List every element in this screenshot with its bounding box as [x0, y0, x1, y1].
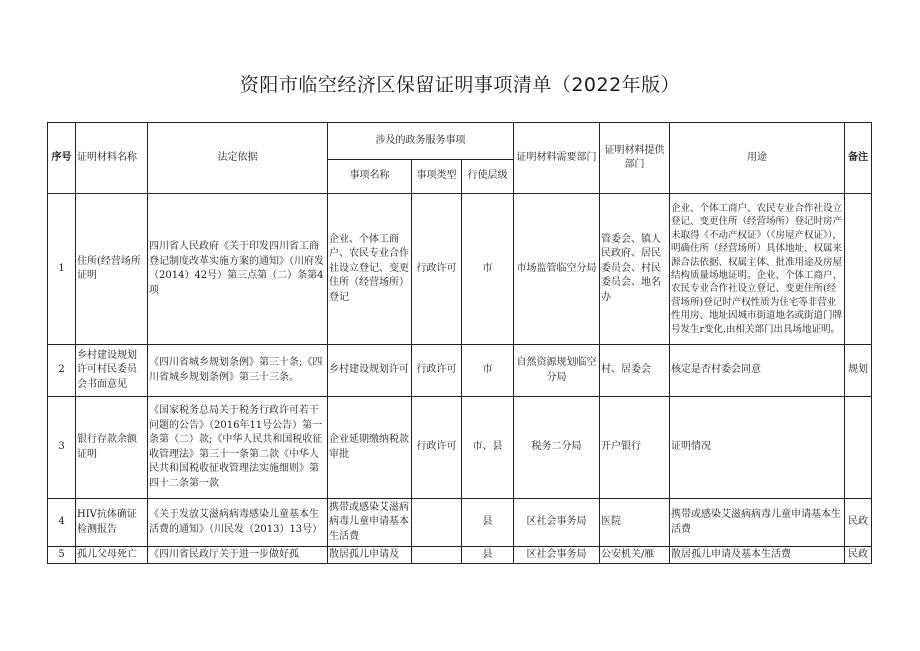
row-basis-text: 《四川省民政厅关于进一步做好孤 — [149, 548, 299, 560]
row-dept — [514, 397, 600, 499]
row-item-type: 行政许可 — [412, 194, 462, 345]
row-provider — [600, 397, 670, 499]
header-level: 行使层级 — [462, 160, 514, 194]
header-usage: 用途 — [670, 123, 845, 194]
row-provider-text: 医院 — [601, 516, 621, 528]
header-material: 证明材料名称 — [76, 123, 148, 194]
header-dept-label: 证明材料需要部门 — [516, 151, 597, 163]
table-row — [48, 499, 872, 547]
row-material — [76, 547, 148, 564]
row-remark — [845, 397, 872, 499]
row-usage — [670, 345, 845, 397]
row-level: 市、县 — [462, 397, 514, 499]
row-dept — [514, 547, 600, 564]
row-remark — [845, 194, 872, 345]
row-dept — [514, 499, 600, 547]
row-seq: 1 — [48, 194, 76, 345]
row-dept-text: 自然资源规划临空分局 — [516, 357, 597, 383]
header-dept — [514, 123, 600, 194]
row-dept-text: 市场监管临空分局 — [516, 262, 597, 274]
row-item-type — [412, 499, 462, 547]
row-material — [76, 345, 148, 397]
header-basis: 法定依据 — [148, 123, 328, 194]
row-usage — [670, 397, 845, 499]
row-material — [76, 194, 148, 345]
row-level: 市 — [462, 345, 514, 397]
row-basis — [148, 194, 328, 345]
header-row — [48, 123, 872, 160]
header-service-group: 涉及的政务服务事项 — [328, 123, 514, 160]
table-row — [48, 194, 872, 345]
row-provider — [600, 499, 670, 547]
header-seq: 序号 — [48, 123, 76, 194]
row-item-name — [328, 547, 412, 564]
row-item-name-text: 散居孤儿申请及 — [329, 548, 399, 560]
row-usage — [670, 547, 845, 564]
row-provider-text: 公安机关/雁 — [601, 548, 655, 560]
row-item-name-text: 企业、个体工商户、农民专业合作社设立登记、变更住所（经营场所）登记 — [329, 233, 409, 303]
page-title: 资阳市临空经济区保留证明事项清单（2022年版） — [239, 74, 681, 96]
row-item-name — [328, 397, 412, 499]
row-usage-text: 核定是否村委会同意 — [671, 364, 761, 376]
row-dept — [514, 194, 600, 345]
row-seq: 3 — [48, 397, 76, 499]
table-row — [48, 547, 872, 564]
row-seq: 4 — [48, 499, 76, 547]
row-material-text: 银行存款余额证明 — [77, 434, 137, 460]
row-basis-text: 《国家税务总局关于税务行政许可若干问题的公告》（2016年11号公告）第一条第（二）款;《中华人民共和国税收征收管理法》第三十一条第二款《中华人民共和国税收征收管理法实施细则》第四十二条第一款 — [149, 405, 323, 489]
row-basis — [148, 547, 328, 564]
table-row — [48, 345, 872, 397]
row-material-text: HIV抗体确证检测报告 — [77, 509, 137, 535]
row-provider — [600, 194, 670, 345]
row-basis-text: 《关于发放艾滋病病毒感染儿童基本生活费的通知》（川民发（2013）13号） — [149, 509, 323, 535]
row-dept — [514, 345, 600, 397]
row-material — [76, 397, 148, 499]
row-usage — [670, 499, 845, 547]
row-level: 县 — [462, 547, 514, 564]
row-basis — [148, 397, 328, 499]
row-remark: 规划 — [845, 345, 872, 397]
row-item-name — [328, 499, 412, 547]
row-item-type: 行政许可 — [412, 397, 462, 499]
row-remark: 民政 — [845, 499, 872, 547]
header-item-type: 事项类型 — [412, 160, 462, 194]
row-provider-text: 开户银行 — [601, 441, 641, 453]
row-item-name — [328, 194, 412, 345]
row-material — [76, 499, 148, 547]
row-usage-text: 携带或感染艾滋病病毒儿童申请基本生活费 — [671, 509, 841, 535]
row-material-text: 孤儿父母死亡 — [77, 548, 137, 560]
row-item-name — [328, 345, 412, 397]
header-item-name: 事项名称 — [328, 160, 412, 194]
row-usage-text: 企业、个体工商户、农民专业合作社设立登记、变更住所（经营场所）登记时房产未取得《不动产权证》（《房屋产权证》），明确住所（经营场所）具体地址、权属来源合法依据、权属主体、批准用途及房屋结构质量场地证明。企业、个体工商户、农民专业合作社设立登记、变更住所(经营场所)登记时产权性质为住宅等非营业性用房、地址因城市街道地名或街道门牌号发生r变化,由相关部门出具场地证明。 — [671, 202, 843, 335]
row-basis — [148, 345, 328, 397]
row-dept-text: 税务二分局 — [531, 441, 582, 453]
row-provider — [600, 345, 670, 397]
row-usage-text: 证明情况 — [671, 441, 711, 453]
row-item-type — [412, 547, 462, 564]
row-item-type: 行政许可 — [412, 345, 462, 397]
row-provider — [600, 547, 670, 564]
row-dept-text: 区社会事务局 — [526, 548, 587, 560]
header-provider — [600, 123, 670, 194]
header-remark: 备注 — [845, 123, 872, 194]
header-provider-label: 证明材料提供部门 — [604, 144, 665, 170]
row-item-name-text: 企业延期缴纳税款审批 — [329, 434, 409, 460]
row-material-text: 乡村建设规划许可村民委员会书面意见 — [77, 349, 137, 390]
certificate-table — [47, 122, 872, 564]
row-item-name-text: 乡村建设规划许可 — [329, 364, 409, 376]
row-level: 市 — [462, 194, 514, 345]
row-item-name-text: 携带或感染艾滋病病毒儿童申请基本生活费 — [329, 501, 409, 542]
row-usage — [670, 194, 845, 345]
row-usage-text: 散居孤儿申请及基本生活费 — [671, 548, 791, 560]
row-seq: 2 — [48, 345, 76, 397]
row-dept-text: 区社会事务局 — [526, 516, 587, 528]
row-basis-text: 四川省人民政府《关于印发四川省工商登记制度改革实施方案的通知》（川府发（2014）42号）第三点第（二）条第4项 — [149, 241, 324, 296]
row-basis-text: 《四川省城乡规划条例》第三十条;《四川省城乡规划条例》第三十三条。 — [149, 357, 323, 383]
row-seq: 5 — [48, 547, 76, 564]
row-remark: 民政 — [845, 547, 872, 564]
row-provider-text: 村、居委会 — [601, 364, 651, 376]
table-row — [48, 397, 872, 499]
row-provider-text: 管委会、镇人民政府、居民委员会、村民委员会、地名办 — [601, 233, 661, 303]
row-basis — [148, 499, 328, 547]
row-level: 县 — [462, 499, 514, 547]
row-material-text: 住所(经营场所证明 — [77, 255, 141, 281]
